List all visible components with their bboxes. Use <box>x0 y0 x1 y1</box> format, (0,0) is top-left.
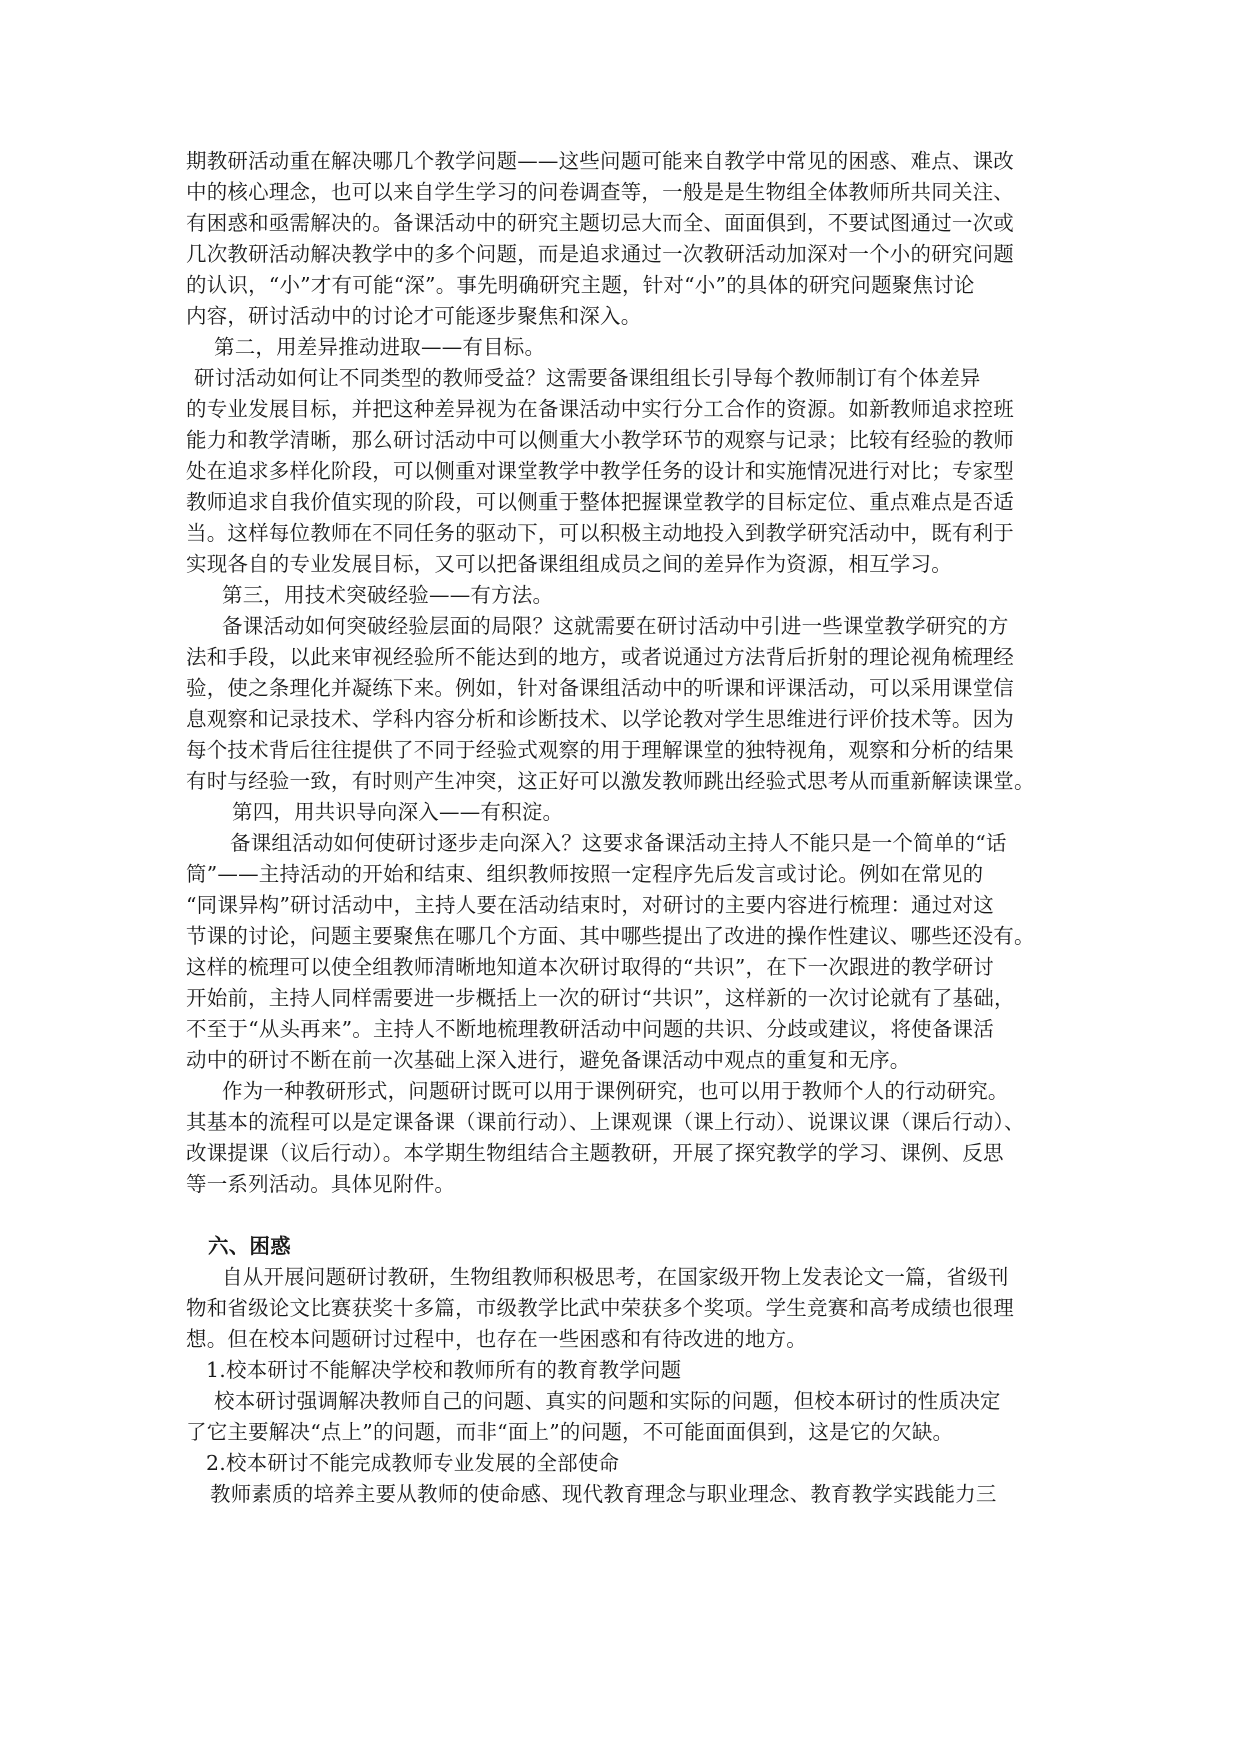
document-page <box>186 146 1056 1510</box>
text-line: 改课提课（议后行动）。本学期生物组结合主题教研，开展了探究教学的学习、课例、反思 <box>186 1141 1004 1165</box>
text-line: 实现各自的专业发展目标，又可以把备课组组成员之间的差异作为资源，相互学习。 <box>186 552 952 576</box>
text-line: 教师素质的培养主要从教师的使命感、现代教育理念与职业理念、教育教学实践能力三 <box>210 1482 997 1506</box>
text-line: 等一系列活动。具体见附件。 <box>186 1172 456 1196</box>
subheading-2: 第二，用差异推动进取——有目标。 <box>214 335 546 359</box>
text-line: 当。这样每位教师在不同任务的驱动下，可以积极主动地投入到教学研究活动中，既有利于 <box>186 521 1014 545</box>
text-line: 能力和教学清晰，那么研讨活动中可以侧重大小教学环节的观察与记录；比较有经验的教师 <box>186 428 1014 452</box>
section-heading-confusion: 六、困惑 <box>208 1234 291 1258</box>
text-line: 动中的研讨不断在前一次基础上深入进行，避免备课活动中观点的重复和无序。 <box>186 1048 911 1072</box>
text-line: 备课组活动如何使研讨逐步走向深入？这要求备课活动主持人不能只是一个简单的“话 <box>230 831 1007 855</box>
text-line: 中的核心理念，也可以来自学生学习的问卷调查等，一般是是生物组全体教师所共同关注、 <box>186 180 1014 204</box>
text-line: 的专业发展目标，并把这种差异视为在备课活动中实行分工合作的资源。如新教师追求控班 <box>186 397 1014 421</box>
text-line: 验，使之条理化并凝练下来。例如，针对备课组活动中的听课和评课活动，可以采用课堂信 <box>186 676 1014 700</box>
text-line: 教师追求自我价值实现的阶段，可以侧重于整体把握课堂教学的目标定位、重点难点是否适 <box>186 490 1014 514</box>
text-line: 法和手段，以此来审视经验所不能达到的地方，或者说通过方法背后折射的理论视角梳理经 <box>186 645 1014 669</box>
subheading-4: 第四，用共识导向深入——有积淀。 <box>232 800 564 824</box>
text-line: 了它主要解决“点上”的问题，而非“面上”的问题，不可能面面俱到，这是它的欠缺。 <box>186 1420 954 1444</box>
text-line: 每个技术背后往往提供了不同于经验式观察的用于理解课堂的独特视角，观察和分析的结果 <box>186 738 1014 762</box>
text-line: 备课活动如何突破经验层面的局限？这就需要在研讨活动中引进一些课堂教学研究的方 <box>222 614 1009 638</box>
text-line: 物和省级论文比赛获奖十多篇，市级教学比武中荣获多个奖项。学生竞赛和高考成绩也很理 <box>186 1296 1014 1320</box>
numbered-item-1: 1.校本研讨不能解决学校和教师所有的教育教学问题 <box>206 1358 682 1382</box>
text-line: 校本研讨强调解决教师自己的问题、真实的问题和实际的问题，但校本研讨的性质决定 <box>214 1389 1001 1413</box>
text-line: 的认识，“小”才有可能“深”。事先明确研究主题，针对“小”的具体的研究问题聚焦讨论 <box>186 273 975 297</box>
text-line: 开始前，主持人同样需要进一步概括上一次的研讨“共识”，这样新的一次讨论就有了基础， <box>186 986 1015 1010</box>
text-line: 作为一种教研形式，问题研讨既可以用于课例研究，也可以用于教师个人的行动研究。 <box>222 1079 1009 1103</box>
subheading-3: 第三，用技术突破经验——有方法。 <box>222 583 554 607</box>
text-line: 内容，研讨活动中的讨论才可能逐步聚焦和深入。 <box>186 304 642 328</box>
text-line: 有时与经验一致，有时则产生冲突，这正好可以激发教师跳出经验式思考从而重新解读课堂。 <box>186 769 1035 793</box>
text-line: 其基本的流程可以是定课备课（课前行动）、上课观课（课上行动）、说课议课（课后行动）、 <box>186 1110 1025 1134</box>
text-line: 有困惑和亟需解决的。备课活动中的研究主题切忌大而全、面面俱到，不要试图通过一次或 <box>186 211 1014 235</box>
text-line: 几次教研活动解决教学中的多个问题，而是追求通过一次教研活动加深对一个小的研究问题 <box>186 242 1014 266</box>
text-line: 研讨活动如何让不同类型的教师受益？这需要备课组组长引导每个教师制订有个体差异 <box>194 366 981 390</box>
numbered-item-2: 2.校本研讨不能完成教师专业发展的全部使命 <box>206 1451 620 1475</box>
text-line: 想。但在校本问题研讨过程中，也存在一些困惑和有待改进的地方。 <box>186 1327 807 1351</box>
text-line: 处在追求多样化阶段，可以侧重对课堂教学中教学任务的设计和实施情况进行对比；专家型 <box>186 459 1014 483</box>
text-line: 期教研活动重在解决哪几个教学问题——这些问题可能来自教学中常见的困惑、难点、课改 <box>186 149 1014 173</box>
text-line: 节课的讨论，问题主要聚焦在哪几个方面、其中哪些提出了改进的操作性建议、哪些还没有。 <box>186 924 1035 948</box>
text-line: 自从开展问题研讨教研，生物组教师积极思考，在国家级开物上发表论文一篇，省级刊 <box>222 1265 1009 1289</box>
text-line: 不至于“从头再来”。主持人不断地梳理教研活动中问题的共识、分歧或建议，将使备课活 <box>186 1017 994 1041</box>
text-line: 筒”——主持活动的开始和结束、组织教师按照一定程序先后发言或讨论。例如在常见的 <box>186 862 984 886</box>
text-line: “同课异构”研讨活动中，主持人要在活动结束时，对研讨的主要内容进行梳理：通过对这 <box>186 893 994 917</box>
text-line: 息观察和记录技术、学科内容分析和诊断技术、以学论教对学生思维进行评价技术等。因为 <box>186 707 1014 731</box>
text-line: 这样的梳理可以使全组教师清晰地知道本次研讨取得的“共识”，在下一次跟进的教学研讨 <box>186 955 994 979</box>
